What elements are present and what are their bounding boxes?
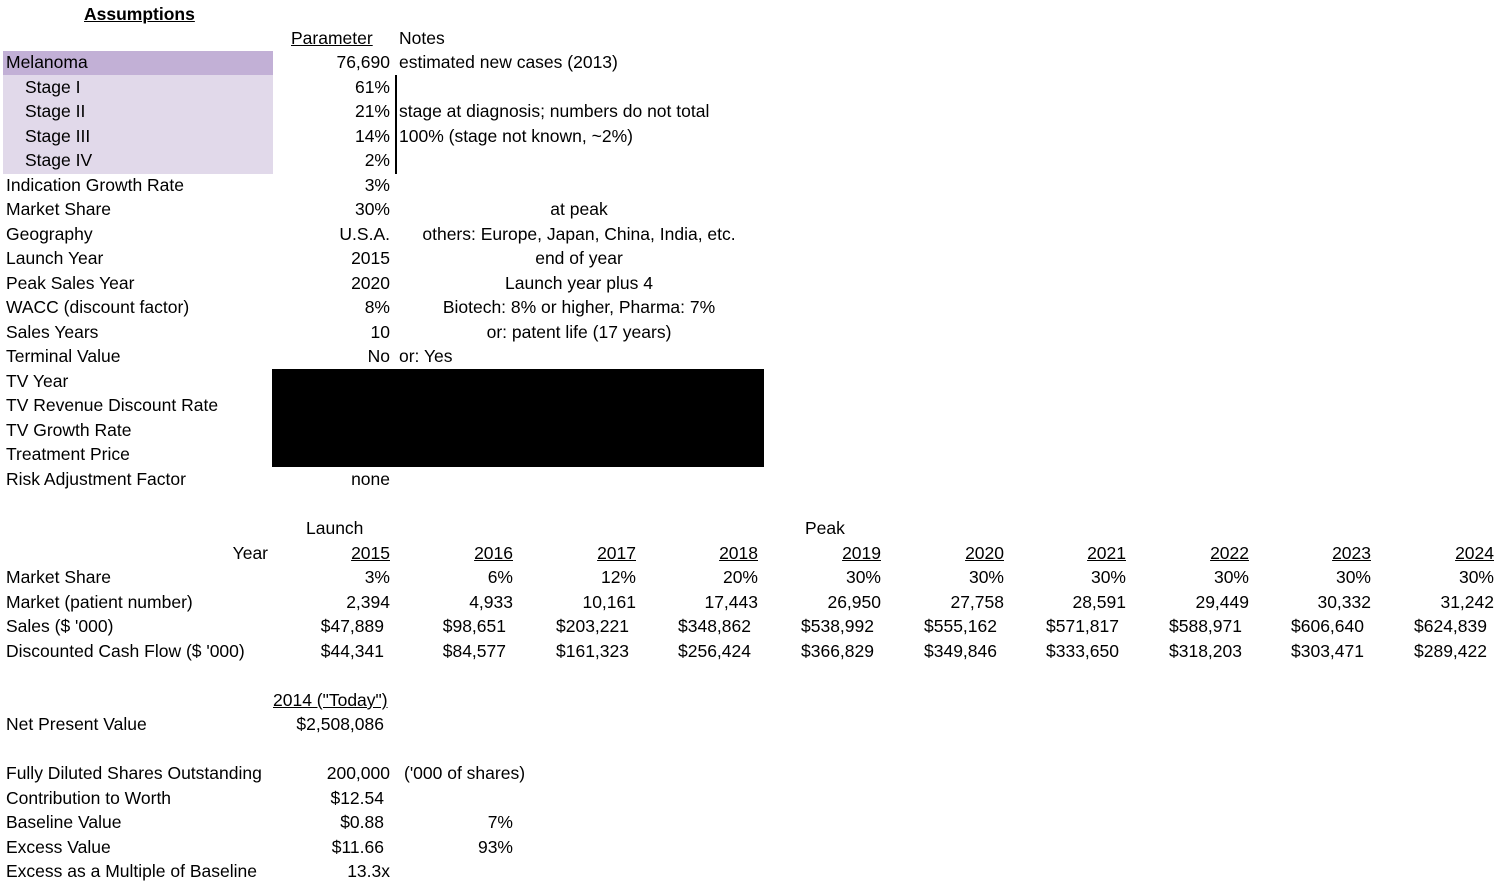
table-cell: 30% (968, 567, 1004, 587)
table-cell: $47,889 (320, 616, 384, 636)
valuation-label: Fully Diluted Shares Outstanding (6, 763, 262, 783)
assumption-note: Launch year plus 4 (505, 273, 653, 293)
assumption-label: Launch Year (6, 248, 104, 268)
assumption-value: 8% (364, 297, 390, 317)
launch-marker: Launch (306, 518, 364, 538)
table-cell: $203,221 (556, 616, 629, 636)
valuation-value: $0.88 (340, 812, 384, 832)
table-cell: 2,394 (346, 592, 390, 612)
section-title: Assumptions (84, 4, 195, 24)
table-cell: $256,424 (678, 641, 751, 661)
table-cell: $98,651 (442, 616, 506, 636)
table-cell: 29,449 (1195, 592, 1249, 612)
year-label: Year (232, 543, 268, 563)
assumption-note: 100% (stage not known, ~2%) (399, 126, 633, 146)
assumption-value: 2% (364, 150, 390, 170)
npv-date-header: 2014 ("Today") (273, 690, 388, 710)
valuation-label: Excess as a Multiple of Baseline (6, 861, 257, 881)
table-cell: 4,933 (469, 592, 513, 612)
year-header: 2016 (474, 543, 513, 563)
table-cell: $571,817 (1046, 616, 1119, 636)
table-cell: $44,341 (320, 641, 384, 661)
valuation-label: Excess Value (6, 837, 111, 857)
assumption-label: TV Growth Rate (6, 420, 132, 440)
assumption-value: 21% (354, 101, 390, 121)
assumption-label: Market Share (6, 199, 112, 219)
table-cell: 30% (1458, 567, 1494, 587)
assumption-value: none (351, 469, 390, 489)
table-cell: $161,323 (556, 641, 629, 661)
valuation-value: $11.66 (331, 837, 384, 857)
assumption-label: Treatment Price (6, 444, 130, 464)
table-cell: 30,332 (1317, 592, 1371, 612)
parameter-header: Parameter (291, 28, 373, 48)
assumption-label: Stage I (25, 77, 81, 97)
table-cell: $289,422 (1414, 641, 1487, 661)
valuation-label: Baseline Value (6, 812, 122, 832)
table-cell: 20% (722, 567, 758, 587)
table-cell: $588,971 (1169, 616, 1242, 636)
assumption-label: Stage III (25, 126, 91, 146)
row-label: Sales ($ '000) (6, 616, 114, 636)
table-cell: 10,161 (582, 592, 636, 612)
table-cell: 26,950 (827, 592, 881, 612)
assumption-note: estimated new cases (2013) (399, 52, 618, 72)
redacted-block (272, 369, 764, 467)
assumption-note: at peak (550, 199, 608, 219)
table-cell: 6% (487, 567, 513, 587)
valuation-extra: 7% (487, 812, 513, 832)
assumption-label: Indication Growth Rate (6, 175, 185, 195)
table-cell: 17,443 (704, 592, 758, 612)
table-cell: 27,758 (950, 592, 1004, 612)
valuation-extra: 93% (477, 837, 513, 857)
assumption-value: 3% (364, 175, 390, 195)
valuation-extra: ('000 of shares) (404, 763, 526, 783)
assumption-note: others: Europe, Japan, China, India, etc. (422, 224, 736, 244)
table-cell: 30% (845, 567, 881, 587)
year-header: 2015 (351, 543, 390, 563)
year-header: 2021 (1087, 543, 1126, 563)
assumption-label: TV Revenue Discount Rate (6, 395, 219, 415)
assumption-note: Biotech: 8% or higher, Pharma: 7% (442, 297, 716, 317)
assumption-label: Terminal Value (6, 346, 121, 366)
assumption-label: Stage II (25, 101, 86, 121)
table-cell: $303,471 (1291, 641, 1364, 661)
assumption-value: 2015 (351, 248, 390, 268)
table-cell: 31,242 (1440, 592, 1494, 612)
assumption-label: TV Year (6, 371, 69, 391)
table-cell: $349,846 (924, 641, 997, 661)
table-cell: $348,862 (678, 616, 751, 636)
table-cell: $624,839 (1414, 616, 1487, 636)
assumption-value: 14% (354, 126, 390, 146)
table-cell: $333,650 (1046, 641, 1119, 661)
npv-label: Net Present Value (6, 714, 147, 734)
assumption-label: Sales Years (6, 322, 99, 342)
assumption-label: Risk Adjustment Factor (6, 469, 186, 489)
peak-marker: Peak (805, 518, 845, 538)
valuation-value: 200,000 (326, 763, 390, 783)
assumption-value: 30% (354, 199, 390, 219)
valuation-label: Contribution to Worth (6, 788, 172, 808)
assumption-label: WACC (discount factor) (6, 297, 190, 317)
assumption-note: or: patent life (17 years) (486, 322, 672, 342)
row-label: Market (patient number) (6, 592, 193, 612)
assumption-value: 76,690 (336, 52, 390, 72)
note-bracket-line (395, 75, 397, 174)
assumption-value: 10 (370, 322, 390, 342)
table-cell: 3% (364, 567, 390, 587)
row-label: Market Share (6, 567, 112, 587)
assumption-label: Stage IV (25, 150, 93, 170)
table-cell: 12% (600, 567, 636, 587)
year-header: 2019 (842, 543, 881, 563)
assumption-note: end of year (535, 248, 623, 268)
assumption-label: Peak Sales Year (6, 273, 135, 293)
table-cell: $538,992 (801, 616, 874, 636)
assumption-label: Geography (6, 224, 93, 244)
valuation-value: $12.54 (330, 788, 384, 808)
notes-header: Notes (399, 28, 445, 48)
table-cell: 30% (1213, 567, 1249, 587)
table-cell: $318,203 (1169, 641, 1242, 661)
table-cell: 30% (1335, 567, 1371, 587)
assumption-value: No (367, 346, 390, 366)
table-cell: 28,591 (1072, 592, 1126, 612)
year-header: 2024 (1455, 543, 1494, 563)
assumption-note: stage at diagnosis; numbers do not total (399, 101, 710, 121)
table-cell: $366,829 (801, 641, 874, 661)
year-header: 2020 (965, 543, 1004, 563)
year-header: 2023 (1332, 543, 1371, 563)
assumption-value: 61% (354, 77, 390, 97)
row-label: Discounted Cash Flow ($ '000) (6, 641, 245, 661)
table-cell: $606,640 (1291, 616, 1364, 636)
table-cell: $555,162 (924, 616, 997, 636)
table-cell: $84,577 (442, 641, 506, 661)
year-header: 2018 (719, 543, 758, 563)
valuation-value: 13.3x (347, 861, 390, 881)
year-header: 2022 (1210, 543, 1249, 563)
npv-value: $2,508,086 (296, 714, 384, 734)
assumption-value: U.S.A. (339, 224, 390, 244)
assumption-value: 2020 (351, 273, 390, 293)
assumption-note: or: Yes (399, 346, 453, 366)
year-header: 2017 (597, 543, 636, 563)
table-cell: 30% (1090, 567, 1126, 587)
assumption-label: Melanoma (6, 52, 88, 72)
